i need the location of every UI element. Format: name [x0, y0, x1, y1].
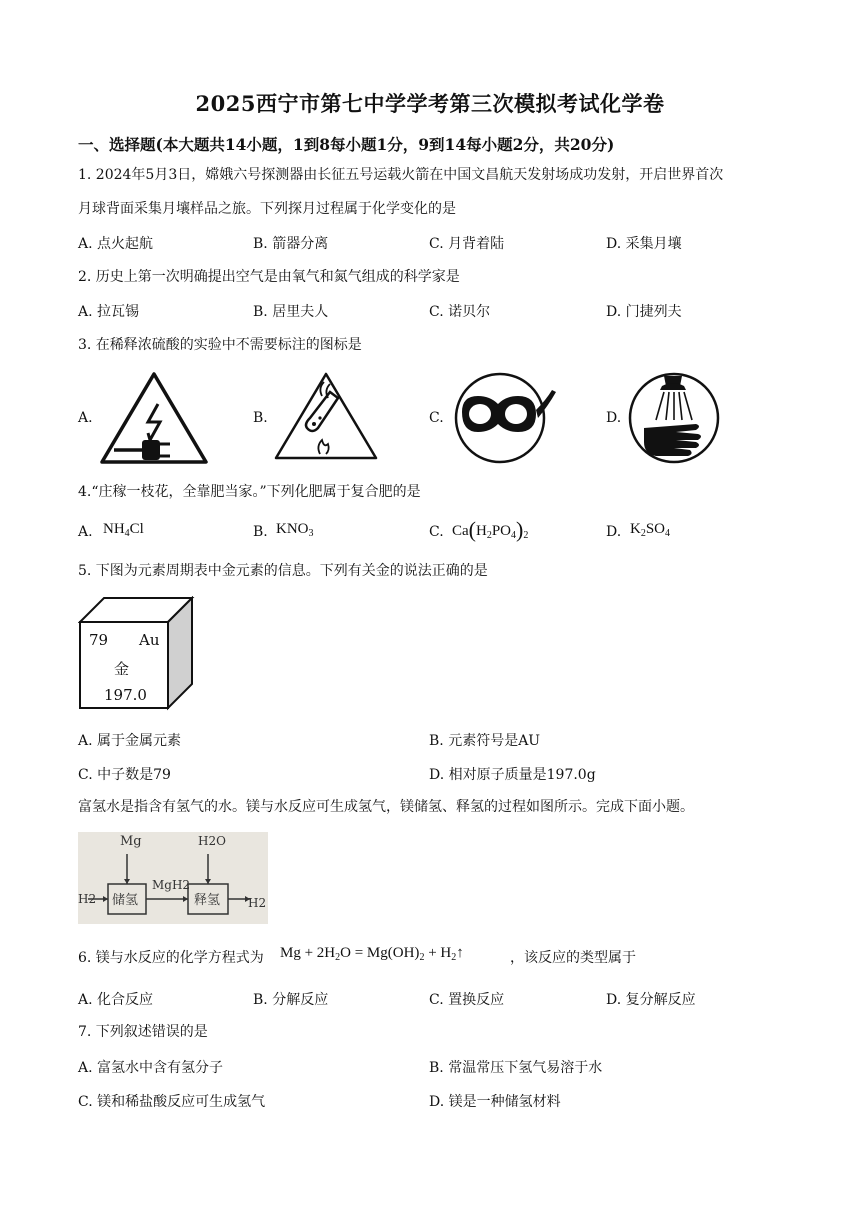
element-symbol: Au [139, 631, 160, 649]
element-name: 金 [114, 660, 130, 678]
q3-label-d: D. [606, 410, 622, 426]
hydrogen-storage-diagram [78, 832, 268, 924]
q7-option-d: D. 镁是一种储氢材料 [429, 1094, 561, 1110]
q4-label-a: A. [78, 524, 93, 540]
element-number: 79 [89, 631, 109, 649]
exam-title: 2025西宁市第七中学学考第三次模拟考试化学卷 [195, 91, 665, 116]
q6-option-b: B. 分解反应 [253, 992, 329, 1008]
q2-option-d: D. 门捷列夫 [606, 304, 682, 320]
q5-option-b: B. 元素符号是AU [429, 733, 541, 749]
element-mass: 197.0 [104, 686, 147, 704]
q3-label-c: C. [429, 410, 444, 426]
q6-option-c: C. 置换反应 [429, 992, 505, 1008]
q1-stem-line2: 月球背面采集月壤样品之旅。下列探月过程属于化学变化的是 [78, 201, 456, 217]
q1-option-b: B. 箭器分离 [253, 236, 329, 252]
q3-stem: 3. 在稀释浓硫酸的实验中不需要标注的图标是 [78, 337, 362, 353]
q4-stem: 4.“庄稼一枝花，全靠肥当家。”下列化肥属于复合肥的是 [78, 484, 421, 500]
q7-option-a: A. 富氢水中含有氢分子 [78, 1060, 224, 1076]
q6-stem-post: ，该反应的类型属于 [510, 950, 636, 966]
q2-option-a: A. 拉瓦锡 [78, 304, 140, 320]
diagram-h2o-label: H2O [198, 834, 226, 848]
material-intro: 富氢水是指含有氢气的水。镁与水反应可生成氢气，镁储氢、释氢的过程如图所示。完成下面小题。 [78, 799, 694, 815]
q4-label-c: C. [429, 524, 444, 540]
q4-formula-d: $K_2SO_4$ [630, 521, 671, 539]
q2-option-b: B. 居里夫人 [253, 304, 329, 320]
q1-stem-line1: 1. 2024年5月3日，嫦娥六号探测器由长征五号运载火箭在中国文昌航天发射场成功发射，开启世界首次 [78, 167, 724, 183]
q5-option-a: A. 属于金属元素 [78, 733, 182, 749]
q4-label-d: D. [606, 524, 622, 540]
electric-hazard-icon [98, 370, 210, 466]
diagram-store-box: 储氢 [112, 893, 139, 908]
goggles-icon [448, 370, 560, 466]
q7-option-b: B. 常温常压下氢气易溶于水 [429, 1060, 603, 1076]
diagram-h2-out-label: H2 [248, 896, 267, 910]
diagram-mgh2-label: MgH2 [152, 878, 191, 892]
q6-option-d: D. 复分解反应 [606, 992, 696, 1008]
diagram-mg-label: Mg [120, 834, 142, 849]
q4-label-b: B. [253, 524, 268, 540]
q3-label-b: B. [253, 410, 268, 426]
q4-formula-a: $NH_4Cl$ [103, 521, 144, 539]
q5-stem: 5. 下图为元素周期表中金元素的信息。下列有关金的说法正确的是 [78, 563, 488, 579]
hot-test-tube-icon [272, 370, 380, 466]
q2-option-c: C. 诺贝尔 [429, 304, 491, 320]
q5-option-c: C. 中子数是79 [78, 767, 171, 783]
q1-option-c: C. 月背着陆 [429, 236, 505, 252]
q2-stem: 2. 历史上第一次明确提出空气是由氧气和氮气组成的科学家是 [78, 269, 460, 285]
diagram-release-box: 释氢 [194, 893, 221, 908]
q5-option-d: D. 相对原子质量是197.0g [429, 767, 596, 783]
q6-stem-pre: 6. 镁与水反应的化学方程式为 [78, 950, 264, 966]
q6-option-a: A. 化合反应 [78, 992, 154, 1008]
q1-option-d: D. 采集月壤 [606, 236, 682, 252]
diagram-h2-in-label: H2 [78, 892, 97, 906]
wash-hands-icon [626, 370, 722, 466]
q7-stem: 7. 下列叙述错误的是 [78, 1024, 208, 1040]
q6-equation: $Mg + 2H_2O = Mg(OH)_2$ + $H_2↑$ [280, 945, 464, 963]
q4-formula-b: $KNO_3$ [276, 521, 314, 539]
q3-label-a: A. [78, 410, 93, 426]
q7-option-c: C. 镁和稀盐酸反应可生成氢气 [78, 1094, 266, 1110]
q4-formula-c: $Ca(H_2PO_4)_2$ [452, 517, 529, 542]
section-heading: 一、选择题(本大题共14小题，1到8每小题1分，9到14每小题2分，共20分) [78, 135, 615, 154]
q1-option-a: A. 点火起航 [78, 236, 154, 252]
